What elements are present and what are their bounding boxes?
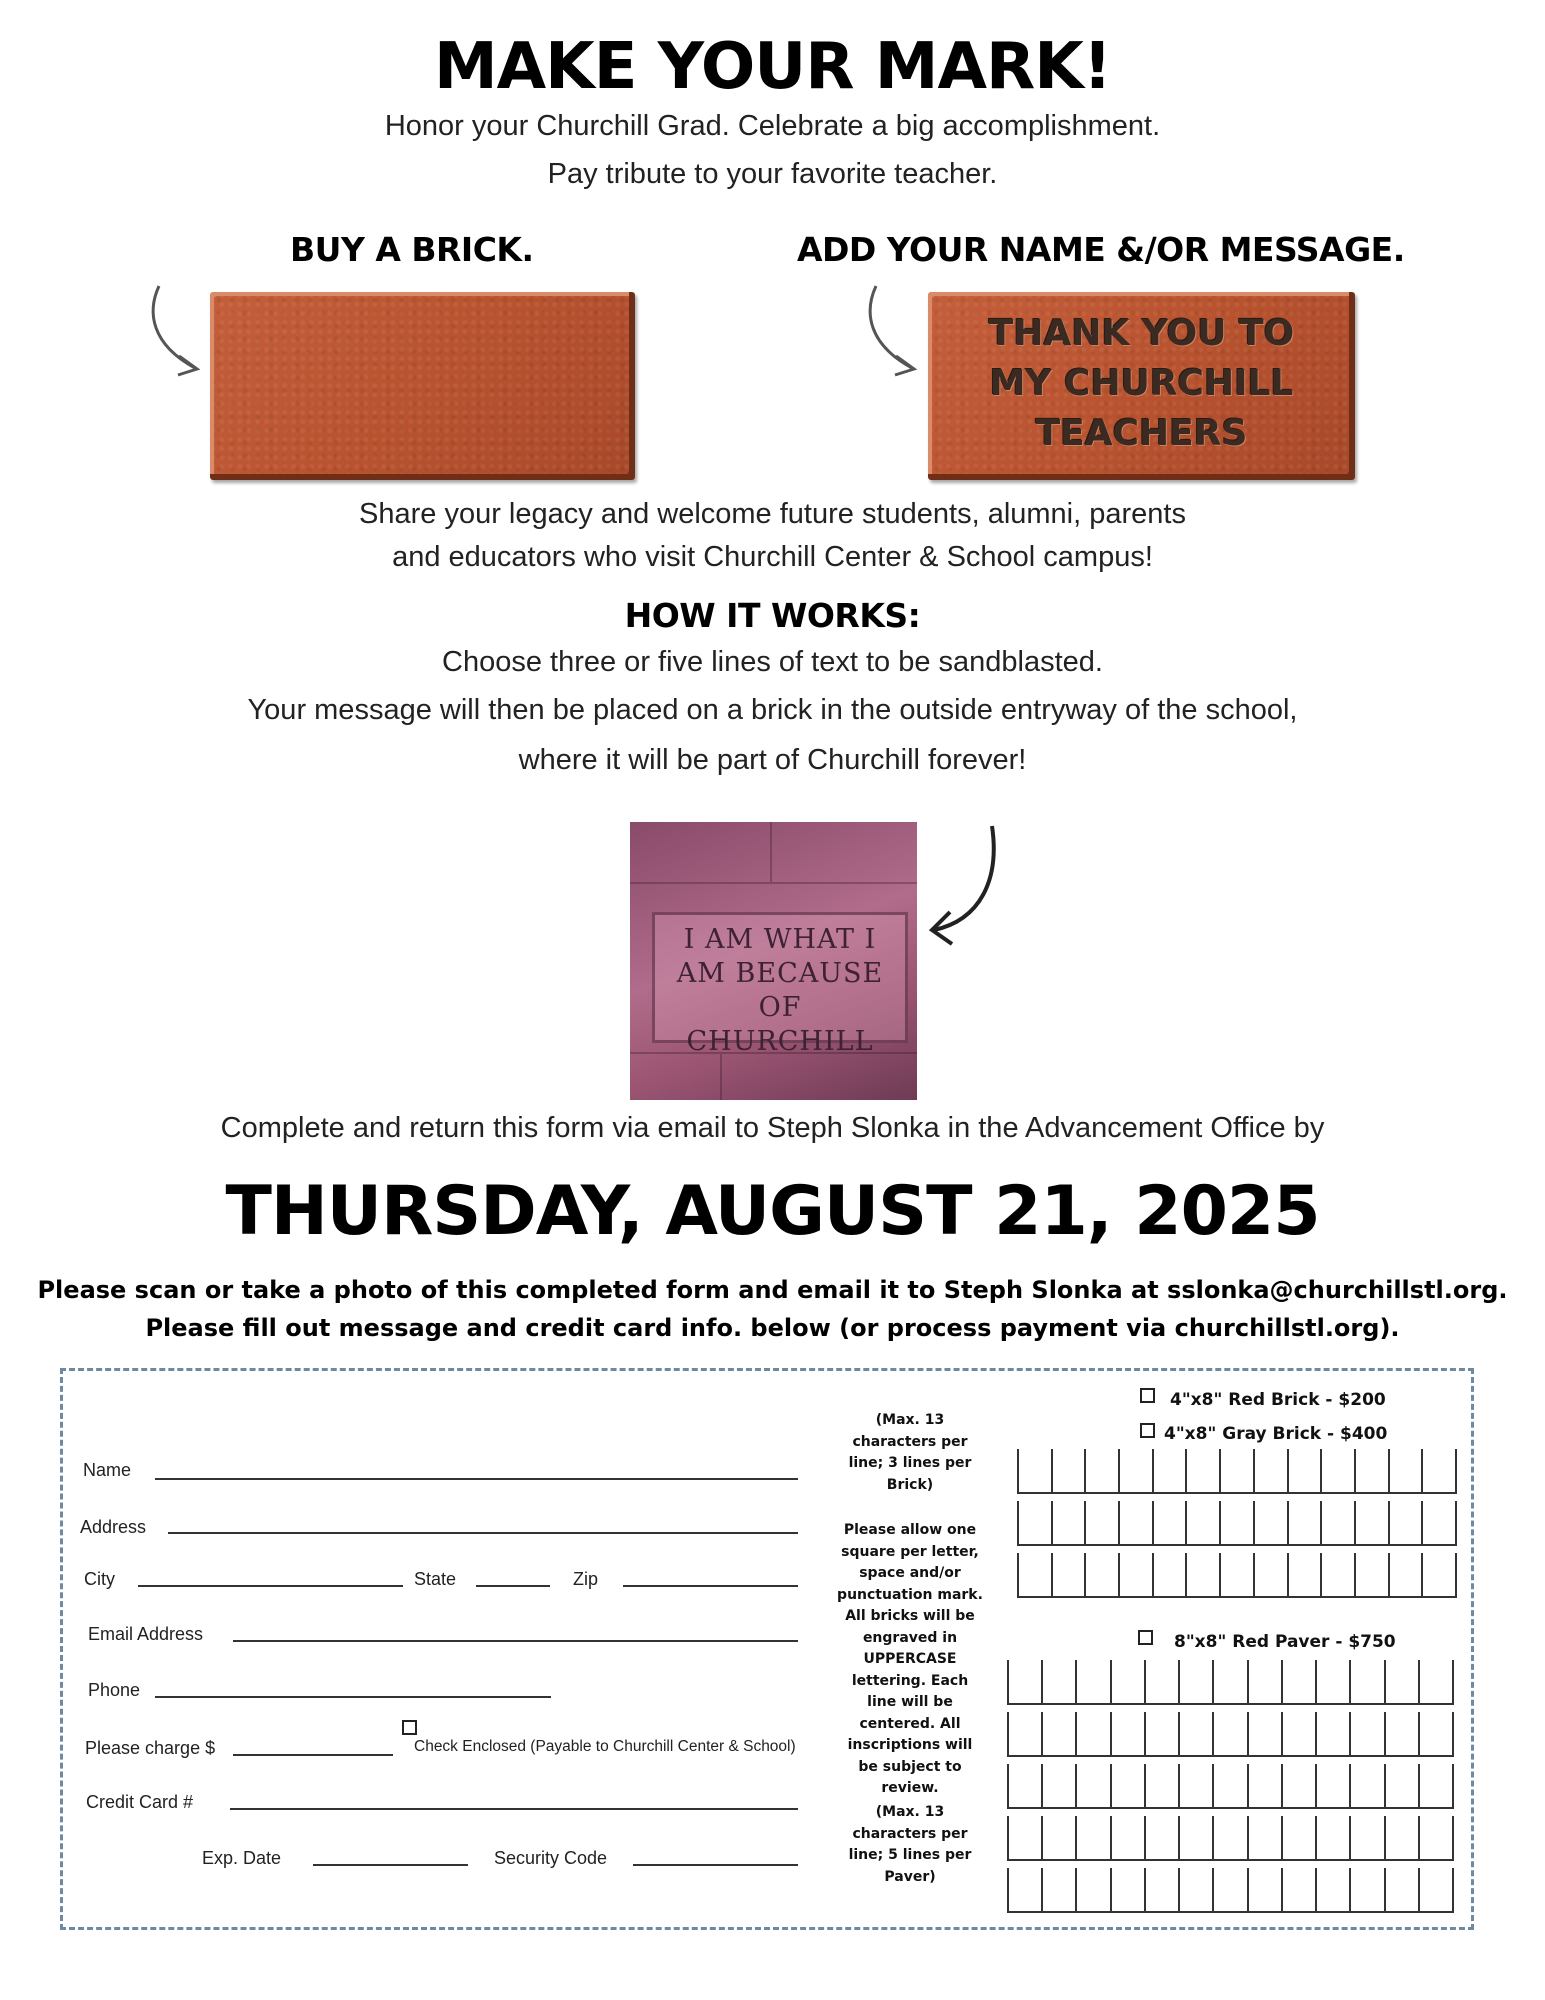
- buy-brick-heading: BUY A BRICK.: [290, 230, 534, 269]
- paver-grid-row[interactable]: [1007, 1816, 1454, 1861]
- city-label: City: [84, 1569, 115, 1589]
- brick-text-line: TEACHERS: [1035, 413, 1248, 454]
- brick-message-grid[interactable]: [1017, 1449, 1457, 1605]
- brick-text-line: MY CHURCHILL: [989, 363, 1294, 404]
- photo-text-line: CHURCHILL: [686, 1026, 874, 1057]
- state-label: State: [414, 1569, 457, 1589]
- engraving-instructions: Please allow one square per letter, space and/or punctuation mark. All bricks will be engraved in UPPERCASE lettering. Each line will be centered. All inscriptions will be subject to review.: [837, 1522, 983, 1796]
- check-enclosed-checkbox[interactable]: [402, 1720, 417, 1735]
- gray-brick-option: 4"x8" Gray Brick - $400: [1164, 1424, 1388, 1444]
- state-field[interactable]: [476, 1585, 550, 1587]
- deadline-intro: Complete and return this form via email to Steph Slonka in the Advancement Office by: [220, 1112, 1325, 1144]
- phone-label: Phone: [88, 1680, 141, 1700]
- curved-arrow-icon: [920, 820, 1000, 950]
- paver-limit-note: (Max. 13 characters per line; 5 lines per Paver): [848, 1804, 972, 1885]
- zip-label: Zip: [573, 1569, 599, 1589]
- deadline-date: THURSDAY, AUGUST 21, 2025: [225, 1172, 1320, 1251]
- red-paver-checkbox[interactable]: [1138, 1630, 1153, 1645]
- fill-instructions: Please fill out message and credit card info. below (or process payment via churchillstl.org).: [145, 1314, 1400, 1342]
- paver-grid-row[interactable]: [1007, 1660, 1454, 1705]
- brick-grid-row[interactable]: [1017, 1553, 1457, 1598]
- page-title: MAKE YOUR MARK!: [433, 30, 1112, 104]
- brick-text-line: THANK YOU TO: [988, 313, 1295, 354]
- subtitle-line-1: Honor your Churchill Grad. Celebrate a big accomplishment.: [384, 110, 1161, 142]
- address-field[interactable]: [168, 1532, 798, 1534]
- paver-message-grid[interactable]: [1007, 1660, 1454, 1920]
- name-label: Name: [83, 1460, 132, 1480]
- brick-grid-row[interactable]: [1017, 1501, 1457, 1546]
- curved-arrow-icon: [862, 282, 922, 377]
- email-label: Email Address: [88, 1624, 204, 1644]
- photo-text-line: AM BECAUSE OF: [676, 958, 884, 1023]
- subtitle-line-2: Pay tribute to your favorite teacher.: [547, 158, 998, 190]
- photo-text-line: I AM WHAT I: [683, 924, 877, 955]
- city-field[interactable]: [138, 1585, 403, 1587]
- charge-amount-field[interactable]: [233, 1754, 393, 1756]
- paver-grid-row[interactable]: [1007, 1868, 1454, 1913]
- credit-card-label: Credit Card #: [86, 1792, 194, 1812]
- share-line-1: Share your legacy and welcome future students, alumni, parents: [359, 498, 1186, 530]
- red-brick-checkbox[interactable]: [1140, 1388, 1155, 1403]
- paver-grid-row[interactable]: [1007, 1764, 1454, 1809]
- security-code-label: Security Code: [494, 1848, 608, 1868]
- red-paver-option: 8"x8" Red Paver - $750: [1174, 1632, 1396, 1652]
- red-brick-option: 4"x8" Red Brick - $200: [1170, 1390, 1386, 1410]
- brick-grid-row[interactable]: [1017, 1449, 1457, 1494]
- how-line-3: where it will be part of Churchill forever!: [518, 744, 1027, 776]
- exp-date-label: Exp. Date: [202, 1848, 282, 1868]
- how-it-works-heading: HOW IT WORKS:: [624, 596, 921, 635]
- add-message-heading: ADD YOUR NAME &/OR MESSAGE.: [797, 230, 1405, 269]
- phone-field[interactable]: [155, 1696, 551, 1698]
- exp-date-field[interactable]: [313, 1864, 468, 1866]
- address-label: Address: [80, 1517, 147, 1537]
- zip-field[interactable]: [623, 1585, 798, 1587]
- share-line-2: and educators who visit Churchill Center & School campus!: [392, 541, 1153, 573]
- email-field[interactable]: [233, 1640, 798, 1642]
- name-field[interactable]: [155, 1478, 798, 1480]
- charge-label: Please charge $: [85, 1738, 216, 1758]
- email-instructions: Please scan or take a photo of this completed form and email it to Steph Slonka at sslonka@churchillstl.org.: [37, 1276, 1508, 1304]
- credit-card-field[interactable]: [230, 1808, 798, 1810]
- paver-grid-row[interactable]: [1007, 1712, 1454, 1757]
- curved-arrow-icon: [145, 282, 205, 377]
- installed-brick-photo: [630, 822, 917, 1100]
- how-line-2: Your message will then be placed on a brick in the outside entryway of the school,: [247, 694, 1298, 726]
- gray-brick-checkbox[interactable]: [1140, 1423, 1155, 1438]
- engraved-brick-image: [928, 292, 1355, 480]
- blank-brick-image: [210, 292, 635, 480]
- check-enclosed-label: Check Enclosed (Payable to Churchill Center & School): [414, 1738, 796, 1755]
- security-code-field[interactable]: [633, 1864, 798, 1866]
- how-line-1: Choose three or five lines of text to be sandblasted.: [442, 646, 1103, 678]
- brick-limit-note: (Max. 13 characters per line; 3 lines per Brick): [848, 1412, 972, 1493]
